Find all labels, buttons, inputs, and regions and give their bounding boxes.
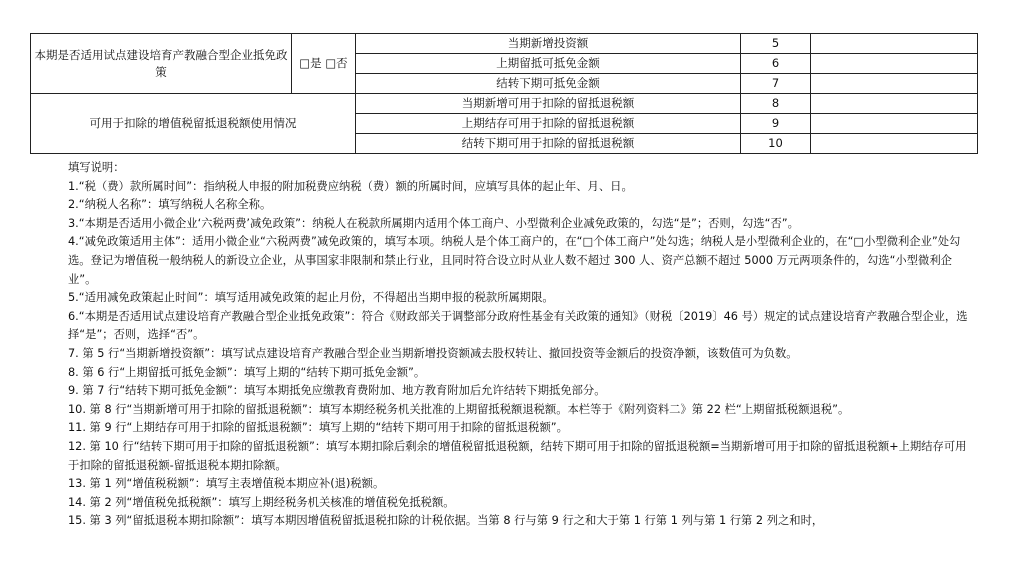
instruction-item: 7. 第 5 行“当期新增投资额”：填写试点建设培育产教融合型企业当期新增投资额减去股权转让、撤回投资等金额后的投资净额，该数值可为负数。 bbox=[68, 346, 798, 360]
instruction-item: 9. 第 7 行“结转下期可抵免金额”：填写本期抵免应缴教育费附加、地方教育附加后允许结转下期抵免部分。 bbox=[68, 384, 606, 398]
instruction-item: 14. 第 2 列“增值税免抵税额”：填写上期经税务机关核准的增值税免抵税额。 bbox=[68, 495, 455, 509]
instruction-item: 5.“适用减免政策起止时间”：填写适用减免政策的起止月份，不得超出当期申报的税款所属期限。 bbox=[68, 291, 554, 305]
row-item-label: 上期留抵可抵免金额 bbox=[356, 54, 741, 74]
row-item-label: 结转下期可抵免金额 bbox=[356, 74, 741, 94]
section-label-integration-policy: 本期是否适用试点建设培育产教融合型企业抵免政策 bbox=[31, 34, 292, 94]
instruction-item: 10. 第 8 行“当期新增可用于扣除的留抵退税额”：填写本期经税务机关批准的上期留抵税额退税额。本栏等于《附列资料二》第 22 栏“上期留抵税额退税”。 bbox=[68, 402, 850, 416]
row-line-number: 10 bbox=[741, 134, 811, 154]
row-value-cell[interactable] bbox=[811, 114, 978, 134]
row-line-number: 9 bbox=[741, 114, 811, 134]
row-line-number: 8 bbox=[741, 94, 811, 114]
tax-form-table bbox=[30, 33, 978, 154]
instruction-item: 6.“本期是否适用试点建设培育产教融合型企业抵免政策”：符合《财政部关于调整部分政府性基金有关政策的通知》（财税〔2019〕46 号）规定的试点建设培育产教融合型企业，选择“是”；否则，选择“否”。 bbox=[68, 309, 968, 342]
instruction-item: 3.“本期是否适用小微企业‘六税两费’减免政策”：纳税人在税款所属期内适用个体工商户、小型微利企业减免政策的，勾选“是”；否则，勾选“否”。 bbox=[68, 216, 799, 230]
row-value-cell[interactable] bbox=[811, 54, 978, 74]
section-label-refund-usage: 可用于扣除的增值税留抵退税额使用情况 bbox=[31, 94, 356, 154]
row-line-number: 7 bbox=[741, 74, 811, 94]
instruction-item: 1.“税（费）款所属时间”：指纳税人申报的附加税费应纳税（费）额的所属时间，应填写具体的起止年、月、日。 bbox=[68, 179, 633, 193]
instruction-item: 2.“纳税人名称”：填写纳税人名称全称。 bbox=[68, 198, 272, 212]
table-row bbox=[31, 94, 978, 114]
row-value-cell[interactable] bbox=[811, 94, 978, 114]
row-item-label: 当期新增投资额 bbox=[356, 34, 741, 54]
instruction-item: 12. 第 10 行“结转下期可用于扣除的留抵退税额”：填写本期扣除后剩余的增值税留抵退税额，结转下期可用于扣除的留抵退税额=当期新增可用于扣除的留抵退税额+上期结存可用于扣除的留抵退税额-留抵退税本期扣除额。 bbox=[68, 439, 967, 472]
row-value-cell[interactable] bbox=[811, 34, 978, 54]
instruction-item: 15. 第 3 列“留抵退税本期扣除额”：填写本期因增值税留抵退税扣除的计税依据。当第 8 行与第 9 行之和大于第 1 行第 1 列与第 1 行第 2 列之和时， bbox=[68, 514, 824, 528]
row-line-number: 6 bbox=[741, 54, 811, 74]
instructions-title: 填写说明： bbox=[68, 161, 125, 174]
instructions-section bbox=[68, 159, 968, 531]
row-item-label: 结转下期可用于扣除的留抵退税额 bbox=[356, 134, 741, 154]
instruction-item: 8. 第 6 行“上期留抵可抵免金额”：填写上期的“结转下期可抵免金额”。 bbox=[68, 365, 426, 379]
instruction-item: 13. 第 1 列“增值税税额”：填写主表增值税本期应补(退)税额。 bbox=[68, 477, 385, 491]
row-value-cell[interactable] bbox=[811, 134, 978, 154]
row-line-number: 5 bbox=[741, 34, 811, 54]
yes-no-checkbox[interactable]: □是 □否 bbox=[292, 34, 356, 94]
row-item-label: 当期新增可用于扣除的留抵退税额 bbox=[356, 94, 741, 114]
row-item-label: 上期结存可用于扣除的留抵退税额 bbox=[356, 114, 741, 134]
row-value-cell[interactable] bbox=[811, 74, 978, 94]
instruction-item: 4.“减免政策适用主体”：适用小微企业“六税两费”减免政策的，填写本项。纳税人是个体工商户的，在“□个体工商户”处勾选；纳税人是小型微利企业的，在“□小型微利企业”处勾选。登记为增值税一般纳税人的新设立企业，从事国家非限制和禁止行业，且同时符合设立时从业人数不超过 300 人、资产总额不超过 5000 万元两项条件的，勾选“小型微利企业”。 bbox=[68, 235, 961, 286]
instruction-item: 11. 第 9 行“上期结存可用于扣除的留抵退税额”：填写上期的“结转下期可用于扣除的留抵退税额”。 bbox=[68, 421, 568, 435]
table-row bbox=[31, 34, 978, 54]
